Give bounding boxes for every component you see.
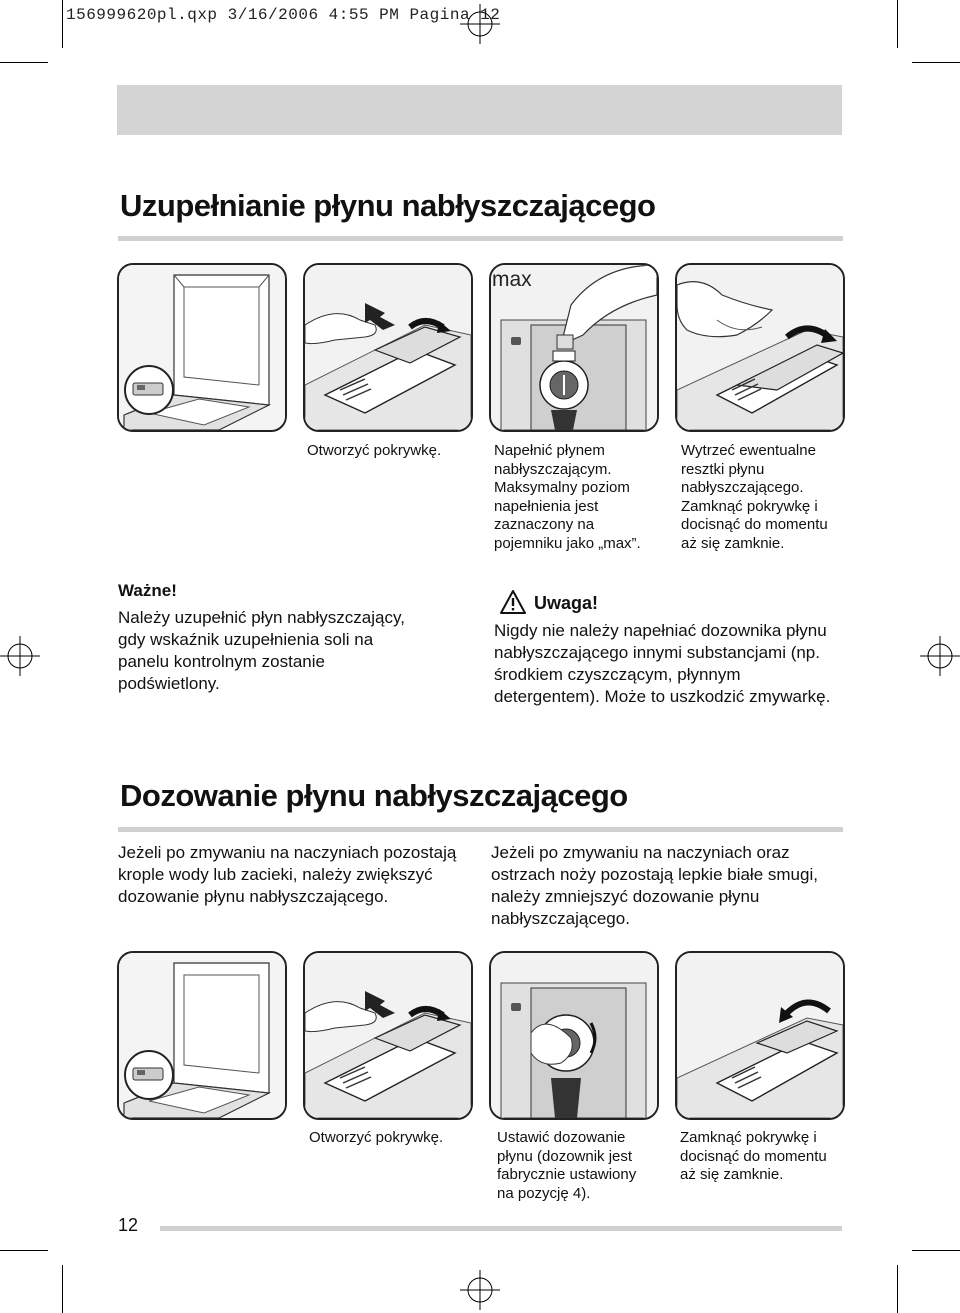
registration-mark — [0, 636, 40, 676]
warning-title: Uwaga! — [534, 593, 599, 613]
crop-mark — [912, 62, 960, 63]
crop-mark — [912, 1250, 960, 1251]
section-title: Dozowanie płynu nabłyszczającego — [120, 778, 628, 813]
registration-mark — [460, 1270, 500, 1310]
increase-dosage-text: Jeżeli po zmywaniu na naczyniach pozostają krople wody lub zacieki, należy zwiększyć dozowanie płynu nabłyszczającego. — [118, 843, 457, 906]
header-band — [117, 85, 842, 135]
caption-wipe-close: Wytrzeć ewentualne resztki płynu nabłyszczającego. Zamknąć pokrywkę i docisnąć do momentu aż się zamknie. — [681, 442, 828, 552]
caption-open-lid: Otworzyć pokrywkę. — [309, 1129, 444, 1146]
registration-mark — [920, 636, 960, 676]
printer-slug: 156999620pl.qxp 3/16/2006 4:55 PM Pagina 12 — [66, 6, 501, 24]
section-title: Uzupełnianie płynu nabłyszczającego — [120, 188, 656, 223]
crop-mark — [0, 62, 48, 63]
caption-adjust-dosage: Ustawić dozowanie płynu (dozownik jest fabrycznie ustawiony na pozycję 4). — [497, 1129, 637, 1202]
registration-mark — [460, 4, 500, 44]
footer-rule — [160, 1226, 842, 1231]
illustration-adjust-dosage — [489, 951, 659, 1120]
warning-triangle-icon — [500, 590, 526, 614]
section-rule — [118, 236, 843, 241]
crop-mark — [897, 0, 898, 48]
crop-mark — [897, 1265, 898, 1313]
caption-close-lid: Zamknąć pokrywkę i docisnąć do momentu aż się zamknie. — [680, 1129, 827, 1183]
important-title: Ważne! — [118, 581, 177, 600]
decrease-dosage-text: Jeżeli po zmywaniu na naczyniach oraz ostrzach noży pozostają lepkie białe smugi, należy zmniejszyć dozowanie płynu nabłyszczającego. — [491, 843, 818, 928]
crop-mark — [62, 1265, 63, 1313]
illustration-open-lid — [303, 263, 473, 432]
crop-mark — [0, 1250, 48, 1251]
illustration-open-lid — [303, 951, 473, 1120]
warning-text: Nigdy nie należy napełniać dozownika płynu nabłyszczającego innymi substancjami (np. środkiem czyszczącym, płynnym detergentem). Może to uszkodzić zmywarkę. — [494, 621, 831, 706]
illustration-wipe-close — [675, 263, 845, 432]
illustration-dishwasher-open — [117, 263, 287, 432]
illustration-dishwasher-open — [117, 951, 287, 1120]
page-number: 12 — [118, 1215, 139, 1235]
section-rule — [118, 827, 843, 832]
crop-mark — [62, 0, 63, 48]
important-text: Należy uzupełnić płyn nabłyszczający, gdy wskaźnik uzupełnienia soli na panelu kontrolnym zostanie podświetlony. — [118, 608, 405, 693]
max-label: max — [492, 268, 532, 291]
caption-fill: Napełnić płynem nabłyszczającym. Maksymalny poziom napełnienia jest zaznaczony na pojemniku jako „max”. — [494, 442, 641, 552]
caption-open-lid: Otworzyć pokrywkę. — [307, 442, 442, 459]
illustration-close-lid — [675, 951, 845, 1120]
